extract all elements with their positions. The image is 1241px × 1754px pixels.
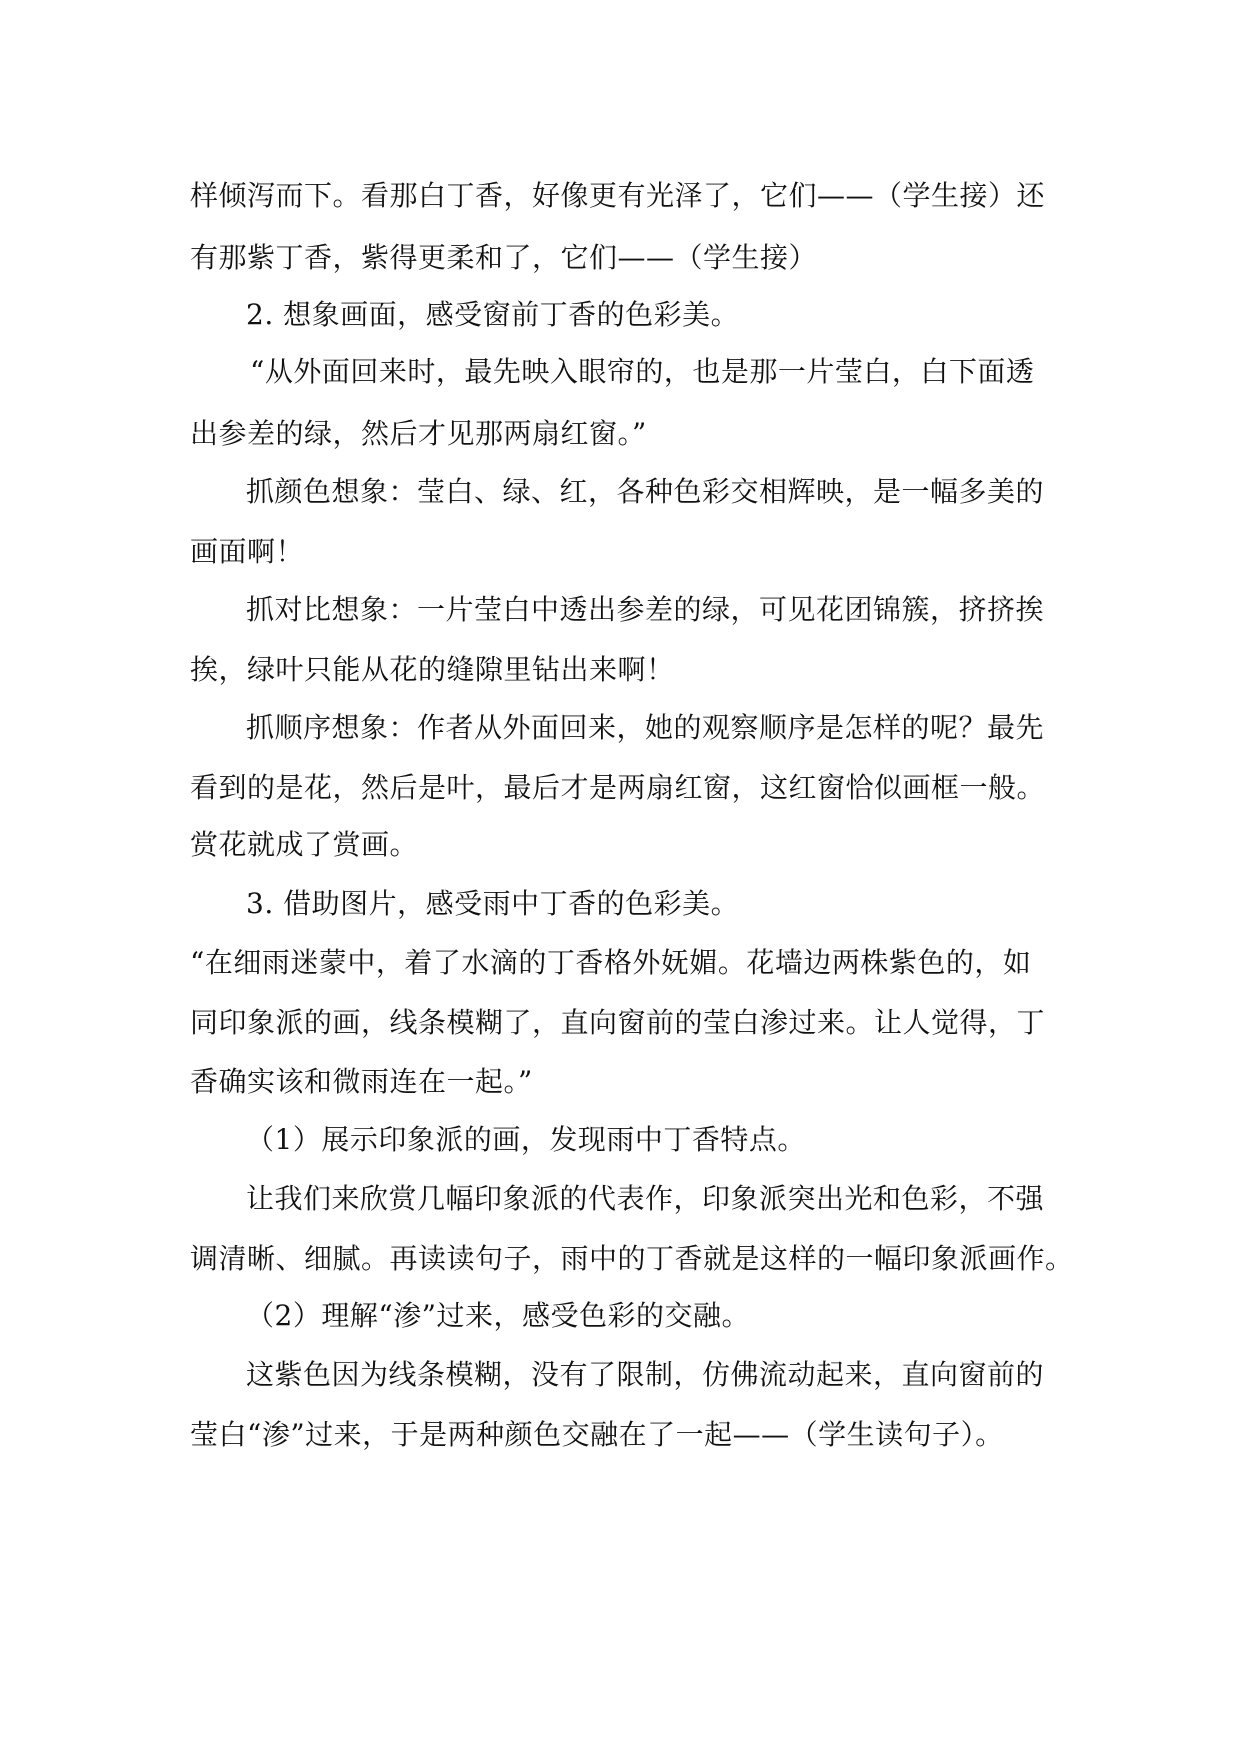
quote-line: 同印象派的画，线条模糊了，直向窗前的莹白渗过来。让人觉得，丁 xyxy=(190,1006,1046,1039)
text-line: 抓顺序想象：作者从外面回来，她的观察顺序是怎样的呢？最先 xyxy=(246,711,1045,744)
text-line: 画面啊！ xyxy=(190,535,305,568)
section-heading: 2. 想象画面，感受窗前丁香的色彩美。 xyxy=(246,298,740,331)
text-line: 样倾泻而下。看那白丁香，好像更有光泽了，它们——（学生接）还 xyxy=(190,179,1046,212)
text-line: 让我们来欣赏几幅印象派的代表作，印象派突出光和色彩，不强 xyxy=(246,1182,1045,1215)
quote-line: 出参差的绿，然后才见那两扇红窗。” xyxy=(190,417,647,450)
text-line: 调清晰、细腻。再读读句子，雨中的丁香就是这样的一幅印象派画作。 xyxy=(190,1242,1074,1275)
text-line: 有那紫丁香，紫得更柔和了，它们——（学生接） xyxy=(190,241,818,274)
quote-line: “从外面回来时，最先映入眼帘的，也是那一片莹白，白下面透 xyxy=(250,355,1035,388)
text-line: 抓颜色想象：莹白、绿、红，各种色彩交相辉映，是一幅多美的 xyxy=(246,475,1045,508)
text-line: 抓对比想象：一片莹白中透出参差的绿，可见花团锦簇，挤挤挨 xyxy=(246,593,1045,626)
text-line: 莹白“渗”过来，于是两种颜色交融在了一起——（学生读句子）。 xyxy=(190,1418,1004,1451)
quote-line: “在细雨迷蒙中，着了水滴的丁香格外妩媚。花墙边两株紫色的，如 xyxy=(190,946,1032,979)
quote-line: 香确实该和微雨连在一起。” xyxy=(190,1065,533,1098)
text-line: 看到的是花，然后是叶，最后才是两扇红窗，这红窗恰似画框一般。 xyxy=(190,771,1046,804)
section-heading: 3. 借助图片，感受雨中丁香的色彩美。 xyxy=(246,887,740,920)
subsection-heading: （1）展示印象派的画，发现雨中丁香特点。 xyxy=(246,1123,806,1156)
text-line: 赏花就成了赏画。 xyxy=(190,828,419,861)
text-line: 挨，绿叶只能从花的缝隙里钻出来啊！ xyxy=(190,653,675,686)
subsection-heading: （2）理解“渗”过来，感受色彩的交融。 xyxy=(246,1299,750,1332)
text-line: 这紫色因为线条模糊，没有了限制，仿佛流动起来，直向窗前的 xyxy=(246,1358,1045,1391)
